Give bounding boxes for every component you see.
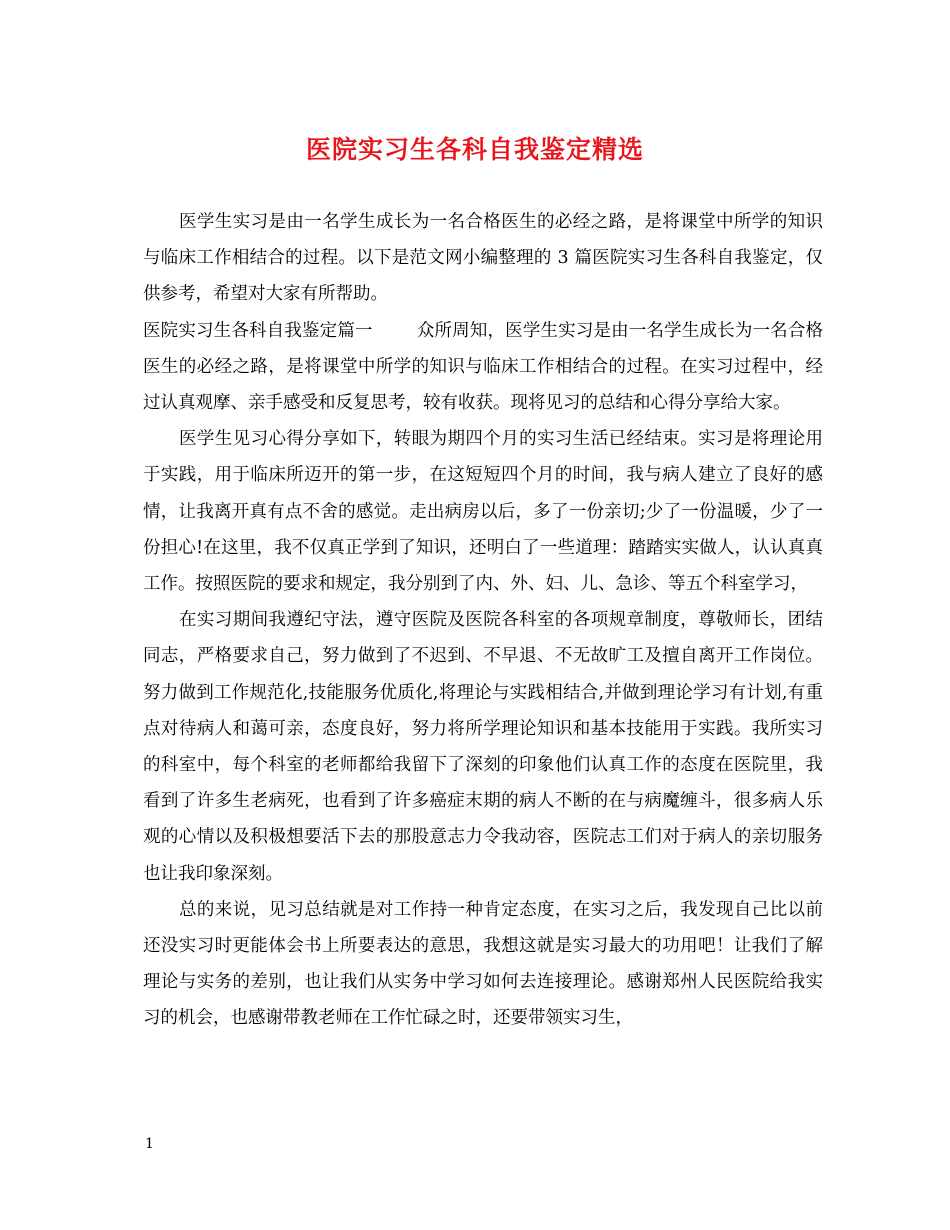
paragraph-2: 医学生见习心得分享如下，转眼为期四个月的实习生活已经结束。实习是将理论用于实践，用于临床所迈开的第一步，在这短短四个月的时间，我与病人建立了良好的感情，让我离开真有点不舍的感觉。走出病房以后，多了一份亲切;少了一份温暖，少了一份担心!在这里，我不仅真正学到了知识，还明白了一些道理：踏踏实实做人，认认真真工作。按照医院的要求和规定，我分别到了内、外、妇、儿、急诊、等五个科室学习， — [143, 429, 823, 595]
document-body — [143, 204, 823, 1037]
intro-paragraph: 医学生实习是由一名学生成长为一名合格医生的必经之路，是将课堂中所学的知识与临床工作相结合的过程。以下是范文网小编整理的 3 篇医院实习生各科自我鉴定，仅供参考，希望对大家有所帮助。 — [143, 212, 823, 305]
page-number: 1 — [145, 1136, 154, 1152]
document-title: 医院实习生各科自我鉴定精选 — [305, 135, 644, 164]
section1-text: 众所周知，医学生实习是由一名学生成长为一名合格医生的必经之路，是将课堂中所学的知识与临床工作相结合的过程。在实习过程中，经过认真观摩、亲手感受和反复思考，较有收获。现将见习的总结和心得分享给大家。 — [143, 320, 824, 414]
section1-heading: 医院实习生各科自我鉴定篇一 — [143, 320, 373, 341]
paragraph-4: 总的来说，见习总结就是对工作持一种肯定态度，在实习之后，我发现自己比以前还没实习时更能体会书上所要表达的意思，我想这就是实习最大的功用吧！让我们了解理论与实务的差别，也让我们从实务中学习如何去连接理论。感谢郑州人民医院给我实习的机会，也感谢带教老师在工作忙碌之时，还要带领实习生， — [143, 899, 823, 1029]
section1-paragraph — [143, 313, 823, 422]
paragraph-3: 在实习期间我遵纪守法，遵守医院及医院各科室的各项规章制度，尊敬师长，团结同志，严格要求自己，努力做到了不迟到、不早退、不无故旷工及擅自离开工作岗位。努力做到工作规范化,技能服务优质化,将理论与实践相结合,并做到理论学习有计划,有重点对待病人和蔼可亲，态度良好，努力将所学理论知识和基本技能用于实践。我所实习的科室中，每个科室的老师都给我留下了深刻的印象他们认真工作的态度在医院里，我看到了许多生老病死，也看到了许多癌症末期的病人不断的在与病魔缠斗，很多病人乐观的心情以及积极想要活下去的那股意志力令我动容，医院志工们对于病人的亲切服务也让我印象深刻。 — [143, 610, 823, 884]
